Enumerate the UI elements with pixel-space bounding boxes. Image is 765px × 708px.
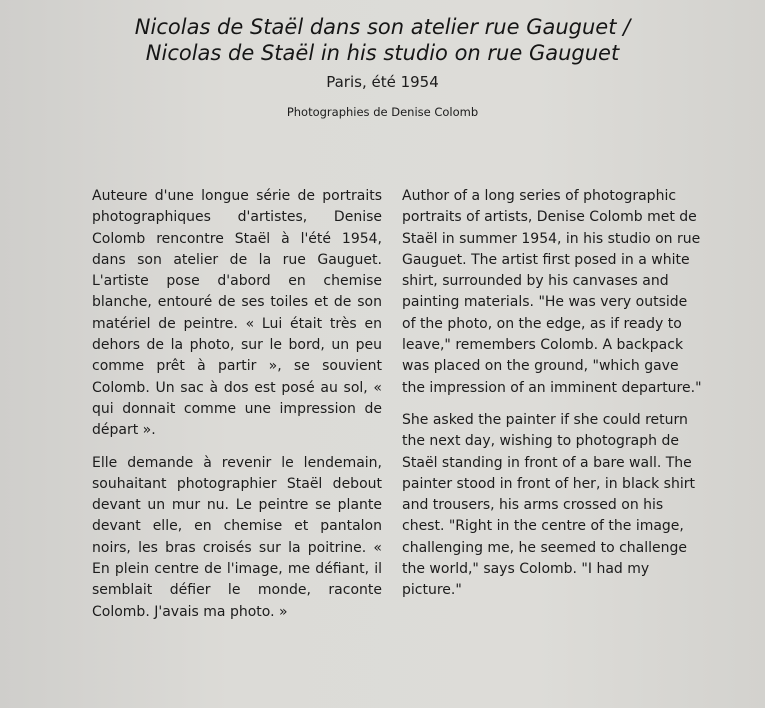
french-paragraph-1: Auteure d'une longue série de portraits photographiques d'artistes, Denise Colomb rencontre Staël à l'été 1954, dans son atelier de la rue Gauguet. L'artiste pose d'abord en chemise blanche, entouré de ses toiles et de son matériel de peintre. « Lui était très en dehors de la photo, sur le bord, un peu comme prêt à partir », se souvient Colomb. Un sac à dos est posé au sol, « qui donnait comme une impression de départ ». — [92, 188, 382, 439]
english-text-column — [402, 186, 702, 602]
english-paragraph-2: She asked the painter if she could return the next day, wishing to photograph de Staël standing in front of a bare wall. The painter stood in front of her, in black shirt and trousers, his arms crossed on his chest. "Right in the centre of the image, challenging me, he seemed to challenge the world," says Colomb. "I had my picture." — [402, 411, 695, 599]
french-paragraph-2: Elle demande à revenir le lendemain, souhaitant photographier Staël debout devant un mur nu. Le peintre se plante devant elle, en chemise et pantalon noirs, les bras croisés sur la poitrine. « En plein centre de l'image, me défiant, il semblait défier le monde, raconte Colomb. J'avais ma photo. » — [92, 454, 382, 620]
title-english: Nicolas de Staël in his studio on rue Gauguet — [145, 41, 620, 65]
wall-label-header — [0, 14, 765, 120]
photo-credit: Photographies de Denise Colomb — [286, 105, 479, 119]
english-paragraph-1: Author of a long series of photographic portraits of artists, Denise Colomb met de Staël in summer 1954, in his studio on rue Gauguet. The artist first posed in a white shirt, surrounded by his canvases and painting materials. "He was very outside of the photo, on the edge, as if ready to leave," remembers Colomb. A backpack was placed on the ground, "which gave the impression of an imminent departure." — [402, 188, 702, 396]
french-text-column — [92, 186, 382, 623]
place-date: Paris, été 1954 — [326, 73, 439, 91]
title-french: Nicolas de Staël dans son atelier rue Gauguet / — [134, 15, 631, 39]
